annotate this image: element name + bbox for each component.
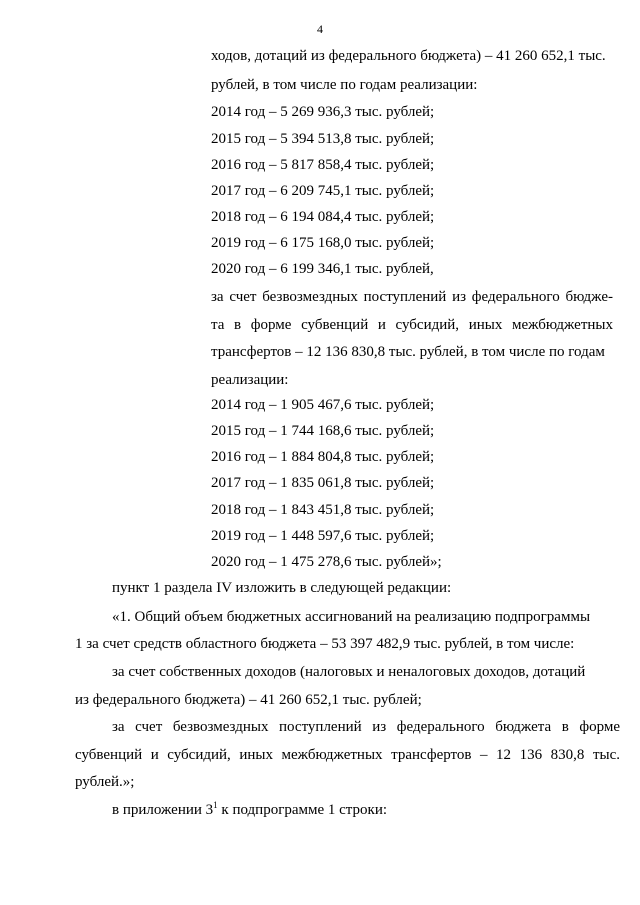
year-line: 2014 год – 5 269 936,3 тыс. рублей; [211, 104, 435, 120]
paragraph-line: рублей.»; [75, 774, 135, 790]
year-line: 2020 год – 1 475 278,6 тыс. рублей»; [211, 554, 442, 570]
paragraph-line: пункт 1 раздела IV изложить в следующей редакции: [112, 580, 452, 596]
paragraph-line: из федерального бюджета) – 41 260 652,1 тыс. рублей; [75, 692, 422, 708]
page-number: 4 [317, 22, 323, 36]
text-line: реализации: [211, 372, 289, 388]
paragraph-line: за счет собственных доходов (налоговых и неналоговых доходов, дотаций [112, 664, 586, 680]
year-line: 2017 год – 6 209 745,1 тыс. рублей; [211, 183, 435, 199]
year-line: 2015 год – 1 744 168,6 тыс. рублей; [211, 423, 435, 439]
paragraph-line: «1. Общий объем бюджетных ассигнований на реализацию подпрограммы [112, 609, 591, 625]
paragraph-text: к подпрограмме 1 строки: [217, 802, 388, 818]
year-line: 2019 год – 6 175 168,0 тыс. рублей; [211, 235, 435, 251]
paragraph-line: за счет безвозмездных поступлений из федерального бюджета в форме [112, 719, 620, 735]
text-line: трансфертов – 12 136 830,8 тыс. рублей, в том числе по годам [211, 344, 605, 360]
year-line: 2014 год – 1 905 467,6 тыс. рублей; [211, 397, 435, 413]
year-line: 2017 год – 1 835 061,8 тыс. рублей; [211, 475, 435, 491]
paragraph-line: 1 за счет средств областного бюджета – 53 397 482,9 тыс. рублей, в том числе: [75, 636, 575, 652]
year-line: 2018 год – 1 843 451,8 тыс. рублей; [211, 502, 435, 518]
text-line: та в форме субвенций и субсидий, иных межбюджетных [211, 317, 613, 333]
text-line: ходов, дотаций из федерального бюджета) – 41 260 652,1 тыс. [211, 48, 606, 64]
year-line: 2016 год – 5 817 858,4 тыс. рублей; [211, 157, 435, 173]
paragraph-line [112, 800, 387, 820]
paragraph-text: в приложении 3 [112, 802, 214, 818]
year-line: 2020 год – 6 199 346,1 тыс. рублей, [211, 261, 434, 277]
text-line: за счет безвозмездных поступлений из федерального бюдже- [211, 289, 613, 305]
year-line: 2019 год – 1 448 597,6 тыс. рублей; [211, 528, 435, 544]
year-line: 2018 год – 6 194 084,4 тыс. рублей; [211, 209, 435, 225]
superscript-index: 1 [213, 800, 218, 810]
year-line: 2015 год – 5 394 513,8 тыс. рублей; [211, 131, 435, 147]
paragraph-line: субвенций и субсидий, иных межбюджетных трансфертов – 12 136 830,8 тыс. [75, 747, 620, 763]
year-line: 2016 год – 1 884 804,8 тыс. рублей; [211, 449, 435, 465]
text-line: рублей, в том числе по годам реализации: [211, 77, 478, 93]
